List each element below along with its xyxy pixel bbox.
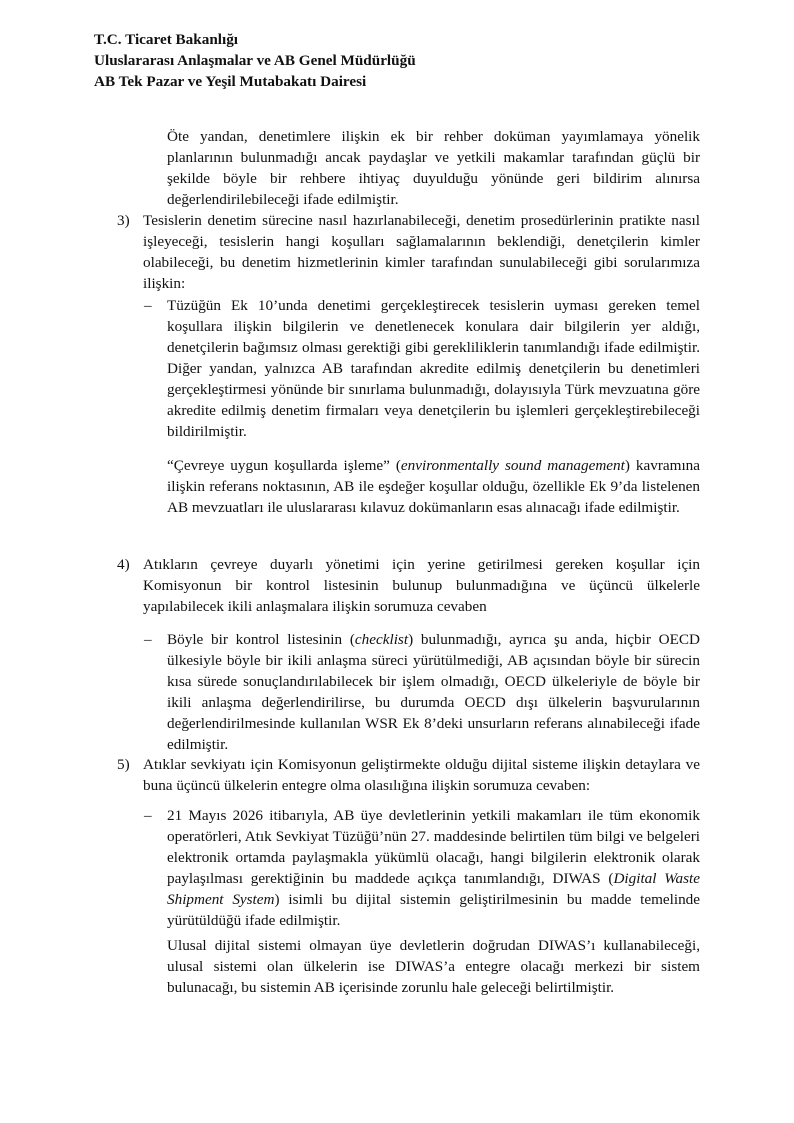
- item-4-bullet-post: ) bulunmadığı, ayrıca şu anda, hiçbir OECD ülkesiyle böyle bir ikili anlaşma süreci yürütülmediği, AB açısından böyle bir sürecin kısa sürede sonuçlandırılabilecek bir işlem olmadığı, OECD ülkeleriyle de böyle bir ikili anlaşma değerlendirilirse, bu durumda OECD dışı ülkelerin başvurularının değerlendirilmesinde kullanılan WSR Ek 8’deki unsurların referans alınabileceği ifade edilmiştir.: [167, 631, 700, 753]
- item-4-bullet-italic: checklist: [354, 631, 409, 648]
- item-3-followup-post: ) kavramına ilişkin referans noktasının, AB ile eşdeğer koşullar olduğu, özellikle Ek 9’da listelenen AB mevzuatları ile uluslararası kılavuz dokümanların esas alınacağı ifade edilmiştir.: [167, 457, 700, 516]
- item-4-bullet-pre: Böyle bir kontrol listesinin (: [167, 631, 355, 648]
- department-name: AB Tek Pazar ve Yeşil Mutabakatı Dairesi: [94, 73, 367, 90]
- item-4-bullet: [167, 629, 700, 755]
- item-4-bullet-dash: –: [144, 631, 152, 648]
- item-5-bullet-italic: Digital Waste Shipment System: [167, 870, 700, 908]
- item-4-text: Atıkların çevreye duyarlı yönetimi için yerine getirilmesi gereken koşullar için Komisyonun bir kontrol listesinin bulunup bulunmadığına ve üçüncü ülkelerle yapılabilecek ikili anlaşmalara ilişkin sorumuza cevaben: [143, 556, 700, 615]
- item-3-bullet-dash: –: [144, 297, 152, 314]
- intro-paragraph: Öte yandan, denetimlere ilişkin ek bir rehber doküman yayımlamaya yönelik planlarının bulunmadığı ancak paydaşlar ve yetkili makamlar tarafından güçlü bir şekilde böyle bir rehbere ihtiyaç duyulduğu yönünde geri bildirim alınırsa değerlendirilebileceği ifade edilmiştir.: [167, 128, 700, 208]
- item-3-followup-italic: environmentally sound management: [400, 457, 625, 474]
- item-5-followup: Ulusal dijital sistemi olmayan üye devletlerin doğrudan DIWAS’ı kullanabileceği, ulusal sistemi olan ülkelerin ise DIWAS’a entegre olacağı merkezi bir sistem bulunacağı, bu sistemin AB içerisinde zorunlu hale geleceği belirtilmiştir.: [167, 937, 700, 996]
- item-3-text: Tesislerin denetim sürecine nasıl hazırlanabileceği, denetim prosedürlerinin pratikte nasıl işleyeceği, tesislerin hangi koşulları sağlamalarının beklendiği, denetçilerin kimler olabileceği, bu denetim hizmetlerinin kimler tarafından sunulabileceği gibi sorularımıza ilişkin:: [143, 212, 700, 292]
- item-5-bullet: [167, 805, 700, 931]
- document-header: [94, 29, 416, 92]
- item-3-followup: [167, 455, 700, 518]
- item-5-bullet-pre: 21 Mayıs 2026 itibarıyla, AB üye devletlerinin yetkili makamları ile tüm ekonomik operatörleri, Atık Sevkiyat Tüzüğü’nün 27. maddesinde belirtilen tüm bilgi ve belgeleri elektronik ortamda paylaşmakla yükümlü olacağı, hangi bilgilerin elektronik olarak paylaşılması gerektiğinin bu maddede açıkça tanımlandığı, DIWAS (: [167, 807, 700, 887]
- directorate-name: Uluslararası Anlaşmalar ve AB Genel Müdürlüğü: [94, 52, 416, 69]
- item-3-number: 3): [117, 212, 130, 229]
- item-3-followup-pre: “Çevreye uygun koşullarda işleme” (: [167, 457, 401, 474]
- item-5-number: 5): [117, 756, 130, 773]
- item-3-bullet-text: Tüzüğün Ek 10’unda denetimi gerçekleştirecek tesislerin uyması gereken temel koşullara ilişkin bilgilerin ve denetlenecek konulara dair bilgilerin yer aldığı, denetçilerin bağımsız olması gerektiği gibi gerekliliklerin tanımlandığı ifade edilmiştir. Diğer yandan, yalnızca AB tarafından akredite edilmiş denetçilerin bu denetimleri gerçekleştirmesi yönünde bir sınırlama bulunmadığı, dolayısıyla Türk mevzuatına göre akredite edilmiş denetim firmaları veya denetçilerin bu işlemleri gerçekleştirebileceği bildirilmiştir.: [167, 297, 700, 440]
- item-4-number: 4): [117, 556, 130, 573]
- ministry-name: T.C. Ticaret Bakanlığı: [94, 31, 239, 48]
- item-5-bullet-post: ) isimli bu dijital sistemin geliştirilmesinin bu madde temelinde yürütüldüğü ifade edilmiştir.: [167, 891, 701, 929]
- item-5-text: Atıklar sevkiyatı için Komisyonun geliştirmekte olduğu dijital sisteme ilişkin detaylara ve buna üçüncü ülkelerin entegre olma olasılığına ilişkin sorumuza cevaben:: [143, 756, 700, 794]
- item-5-bullet-dash: –: [144, 807, 152, 824]
